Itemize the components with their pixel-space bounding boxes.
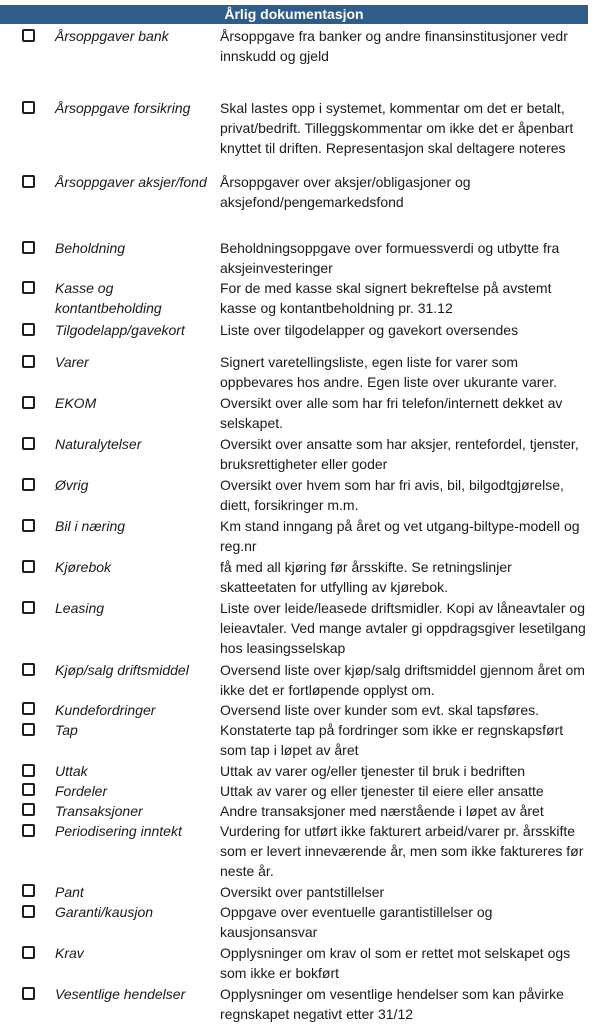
checklist-row: [0, 598, 595, 658]
checklist-row: [0, 902, 595, 942]
row-label: Uttak: [55, 763, 88, 779]
row-description: Km stand inngang på året og vet utgang-biltype-modell og reg.nr: [220, 518, 580, 554]
checklist-row: [0, 475, 595, 515]
checkbox[interactable]: [22, 905, 35, 918]
row-description: Beholdningsoppgave over formuessverdi og utbytte fra aksjeinvesteringer: [220, 240, 560, 276]
row-label: Beholdning: [55, 240, 126, 256]
checkbox[interactable]: [22, 437, 35, 450]
row-description: få med all kjøring før årsskifte. Se retningslinjer skatteetaten for utfylling av kjørebok.: [220, 559, 512, 595]
row-label: Årsoppgaver bank: [55, 28, 169, 44]
row-label: Pant: [55, 884, 84, 900]
checklist-row: [0, 557, 595, 597]
checkbox[interactable]: [22, 323, 35, 336]
checkbox[interactable]: [22, 884, 35, 897]
checkbox[interactable]: [22, 560, 35, 573]
row-label: Garanti/kausjon: [55, 904, 154, 920]
checklist-row: [0, 882, 595, 902]
row-description: Andre transaksjoner med nærstående i løpet av året: [220, 803, 544, 819]
row-label: Vesentlige hendelser: [55, 986, 186, 1002]
checkbox[interactable]: [22, 764, 35, 777]
checklist-row: [0, 781, 595, 801]
checklist-row: [0, 320, 595, 350]
checklist-row: [0, 26, 595, 86]
row-label: Bil i næring: [55, 518, 126, 534]
checkbox[interactable]: [22, 783, 35, 796]
row-label: Varer: [55, 354, 89, 370]
checklist-row: [0, 821, 595, 881]
checkbox[interactable]: [22, 601, 35, 614]
row-description: Opplysninger om vesentlige hendelser som kan påvirke regnskapet negativt etter 31/12: [220, 986, 564, 1022]
row-description: Liste over tilgodelapper og gavekort oversendes: [220, 322, 519, 338]
row-label: Fordeler: [55, 783, 108, 799]
checkbox[interactable]: [22, 101, 35, 114]
checklist-row: [0, 700, 595, 720]
row-description: Signert varetellingsliste, egen liste for varer som oppbevares hos andre. Egen liste over ukurante varer.: [220, 354, 557, 390]
row-description: Skal lastes opp i systemet, kommentar om det er betalt, privat/bedrift. Tilleggskommentar om ikke det er åpenbart knyttet til driften. Representasjon skal deltagere noteres: [220, 100, 574, 156]
checklist-row: [0, 801, 595, 821]
row-label: Tilgodelapp/gavekort: [55, 322, 185, 338]
checklist-row: [0, 352, 595, 392]
row-description: Uttak av varer og/eller tjenester til bruk i bedriften: [220, 763, 526, 779]
checklist-row: [0, 984, 595, 1024]
row-description: Oversend liste over kunder som evt. skal tapsføres.: [220, 702, 540, 718]
checkbox[interactable]: [22, 241, 35, 254]
row-description: Oversikt over alle som har fri telefon/internett dekket av selskapet.: [220, 395, 563, 431]
row-label: Kjøp/salg driftsmiddel: [55, 662, 189, 678]
row-description: Årsoppgave fra banker og andre finansinstitusjoner vedr innskudd og gjeld: [220, 28, 568, 64]
checkbox[interactable]: [22, 478, 35, 491]
checklist-row: [0, 278, 595, 318]
checkbox[interactable]: [22, 987, 35, 1000]
row-description: Uttak av varer og eller tjenester til eiere eller ansatte: [220, 783, 544, 799]
row-label: Krav: [55, 945, 84, 961]
table-header: Årlig dokumentasjon: [0, 5, 588, 24]
checkbox[interactable]: [22, 702, 35, 715]
row-description: Oversend liste over kjøp/salg driftsmiddel gjennom året om ikke det er fortløpende opplyst om.: [220, 662, 585, 698]
checklist-row: [0, 660, 595, 700]
row-label: Leasing: [55, 600, 105, 616]
checkbox[interactable]: [22, 175, 35, 188]
checkbox[interactable]: [22, 29, 35, 42]
checklist-row: [0, 393, 595, 433]
checklist-row: [0, 943, 595, 983]
row-label: Transaksjoner: [55, 803, 143, 819]
row-label: EKOM: [55, 395, 97, 411]
row-label: Naturalytelser: [55, 436, 142, 452]
row-description: Opplysninger om krav ol som er rettet mot selskapet ogs som ikke er bokført: [220, 945, 571, 981]
row-label: Tap: [55, 722, 78, 738]
row-label: Årsoppgave forsikring: [55, 100, 191, 116]
checklist-row: [0, 761, 595, 781]
row-description: Oversikt over pantstillelser: [220, 884, 385, 900]
checkbox[interactable]: [22, 723, 35, 736]
checkbox[interactable]: [22, 946, 35, 959]
checkbox[interactable]: [22, 803, 35, 816]
checkbox[interactable]: [22, 281, 35, 294]
row-label: Periodisering inntekt: [55, 823, 182, 839]
row-description: Liste over leide/leasede driftsmidler. Kopi av låneavtaler og leieavtaler. Ved mange avtaler gi oppdragsgiver lesetilgang hos leasingsselskap: [220, 600, 586, 656]
checklist-row: [0, 238, 595, 278]
row-label: Kasse og kontantbeholding: [55, 280, 162, 316]
row-description: Årsoppgaver over aksjer/obligasjoner og aksjefond/pengemarkedsfond: [220, 174, 471, 210]
row-label: Kundefordringer: [55, 702, 156, 718]
checklist-row: [0, 434, 595, 474]
row-description: Oversikt over ansatte som har aksjer, rentefordel, tjenster, bruksrettigheter eller goder: [220, 436, 579, 472]
row-description: Oppgave over eventuelle garantistillelser og kausjonsansvar: [220, 904, 493, 940]
checklist-row: [0, 720, 595, 760]
checkbox[interactable]: [22, 824, 35, 837]
checkbox[interactable]: [22, 663, 35, 676]
row-label: Årsoppgaver aksjer/fond: [55, 174, 207, 190]
checkbox[interactable]: [22, 355, 35, 368]
row-description: Oversikt over hvem som har fri avis, bil, bilgodtgjørelse, diett, forsikringer m.m.: [220, 477, 564, 513]
row-description: For de med kasse skal signert bekreftelse på avstemt kasse og kontantbeholdning pr. 31.12: [220, 280, 552, 316]
checklist-row: [0, 98, 595, 170]
row-description: Konstaterte tap på fordringer som ikke er regnskapsført som tap i løpet av året: [220, 722, 564, 758]
checkbox[interactable]: [22, 396, 35, 409]
checklist-row: [0, 516, 595, 556]
row-description: Vurdering for utført ikke fakturert arbeid/varer pr. årsskifte som er levert inneværende år, men som ikke faktureres før neste år.: [220, 823, 584, 879]
row-label: Kjørebok: [55, 559, 112, 575]
checkbox[interactable]: [22, 519, 35, 532]
row-label: Øvrig: [55, 477, 89, 493]
checklist-row: [0, 172, 595, 232]
